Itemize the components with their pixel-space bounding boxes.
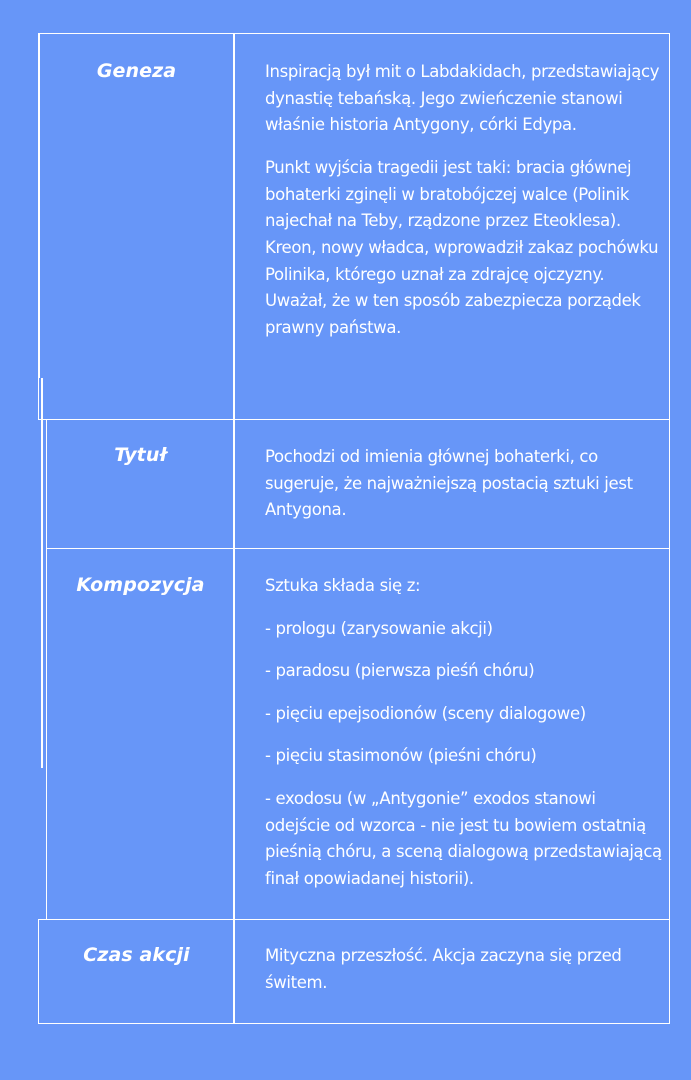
row-label-geneza: Geneza bbox=[96, 60, 177, 82]
list-item: - pięciu epejsodionów (sceny dialogowe) bbox=[265, 703, 586, 723]
label-cell-kompozycja bbox=[46, 548, 235, 920]
row-content-geneza bbox=[265, 59, 664, 341]
list-item: - exodosu (w „Antygonie” exodos stanowi odejście od wzorca - nie jest tu bowiem ostatnią pieśnią chóru, a sceną dialogową przedstawiającą finał opowiadanej historii). bbox=[265, 788, 662, 888]
outer-border-left bbox=[38, 33, 40, 378]
label-cell-czas-akcji bbox=[38, 919, 235, 1024]
row-label-kompozycja: Kompozycja bbox=[76, 574, 205, 596]
row-label-tytul: Tytuł bbox=[114, 444, 167, 466]
table-row-kompozycja bbox=[38, 548, 670, 920]
list-item: - pięciu stasimonów (pieśni chóru) bbox=[265, 746, 537, 766]
list-item: - paradosu (pierwsza pieśń chóru) bbox=[265, 661, 535, 681]
table-row-geneza bbox=[38, 33, 670, 420]
row-content-kompozycja bbox=[265, 573, 664, 892]
table-row-czas-akcji bbox=[38, 919, 670, 1024]
list-item: - prologu (zarysowanie akcji) bbox=[265, 618, 493, 638]
paragraph: Pochodzi od imienia głównej bohaterki, co sugeruje, że najważniejszą postacią sztuki jest Antygona. bbox=[265, 447, 633, 520]
paragraph: Inspiracją był mit o Labdakidach, przedstawiający dynastię tebańską. Jego zwieńczenie stanowi właśnie historia Antygony, córki Edypa. bbox=[265, 62, 660, 135]
table-row-tytul bbox=[38, 419, 670, 549]
paragraph: Mityczna przeszłość. Akcja zaczyna się przed świtem. bbox=[265, 946, 622, 992]
row-content-czas-akcji bbox=[265, 943, 664, 996]
paragraph: Punkt wyjścia tragedii jest taki: bracia głównej bohaterki zginęli w bratobójczej walce (Polinik najechał na Teby, rządzone przez Eteoklesa). Kreon, nowy władca, wprowadził zakaz pochówku Polinika, którego uznał za zdrajcę ojczyzny. Uważał, że w ten sposób zabezpiecza porządek prawny państwa. bbox=[265, 158, 659, 337]
summary-table bbox=[38, 33, 670, 1024]
outer-border-left-lower bbox=[41, 378, 43, 768]
paragraph: Sztuka składa się z: bbox=[265, 576, 421, 595]
row-content-tytul bbox=[265, 444, 664, 524]
label-cell-geneza bbox=[38, 33, 235, 420]
row-label-czas-akcji: Czas akcji bbox=[83, 944, 190, 966]
label-cell-tytul bbox=[46, 419, 235, 549]
